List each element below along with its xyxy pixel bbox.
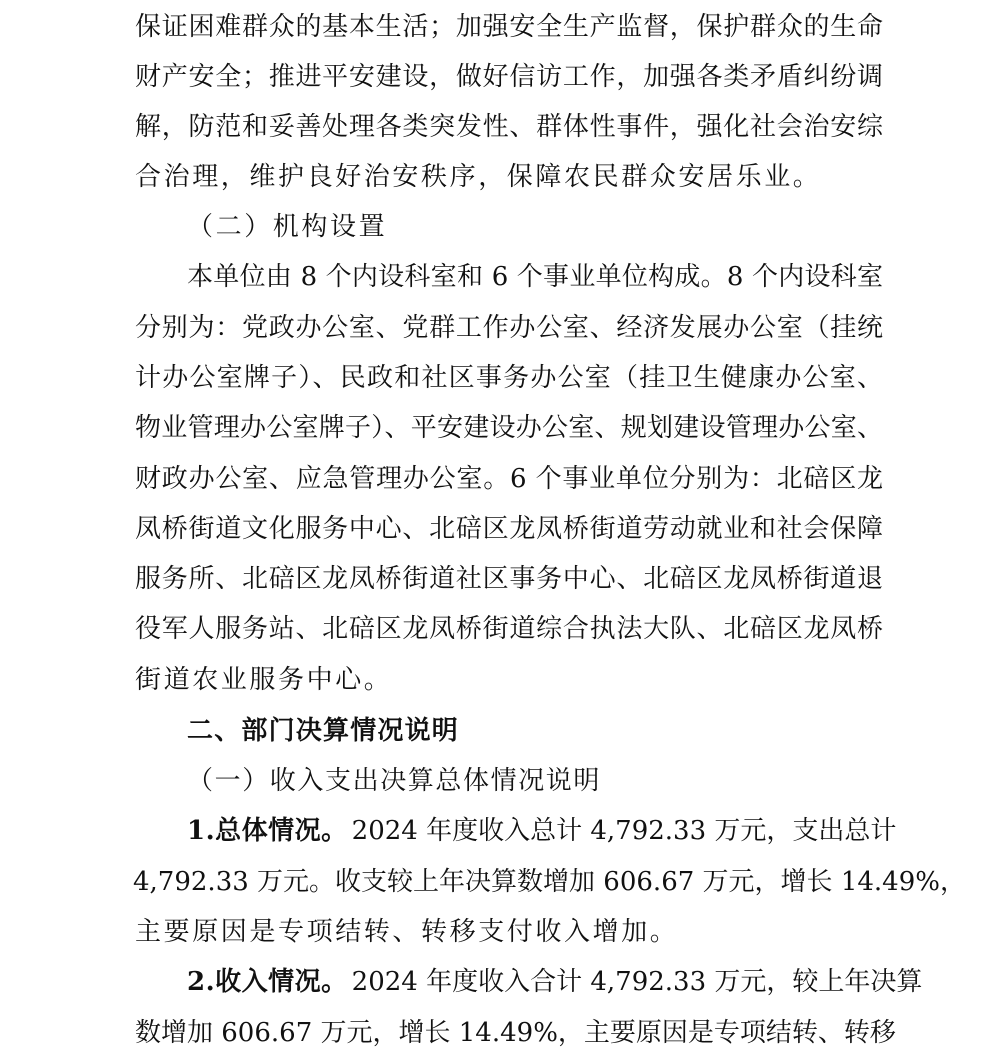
paragraph-line: 分别为：党政办公室、党群工作办公室、经济发展办公室（挂统: [135, 313, 883, 343]
paragraph-line: 财产安全；推进平安建设，做好信访工作，加强各类矛盾纠纷调: [135, 62, 883, 92]
paragraph-line: 解，防范和妥善处理各类突发性、群体性事件，强化社会治安综: [135, 112, 883, 142]
subheading-org: （二）机构设置: [187, 212, 388, 242]
paragraph-line: 街道农业服务中心。: [135, 665, 393, 695]
paragraph-line: 合治理，维护良好治安秩序，保障农民群众安居乐业。: [135, 162, 822, 192]
paragraph-text: 2024 年度收入总计 4,792.33 万元，支出总计: [351, 816, 897, 846]
paragraph-line: [187, 962, 923, 1002]
section-heading: 二、部门决算情况说明: [187, 716, 460, 746]
paragraph-line: 4,792.33 万元。收支较上年决算数增加 606.67 万元，增长 14.49%，: [133, 867, 966, 897]
paragraph-label: 1.总体情况。: [187, 816, 348, 846]
paragraph-line: 本单位由 8 个内设科室和 6 个事业单位构成。8 个内设科室: [187, 262, 883, 292]
paragraph-text: 2024 年度收入合计 4,792.33 万元，较上年决算: [351, 967, 923, 997]
paragraph-line: 数增加 606.67 万元，增长 14.49%，主要原因是专项结转、转移: [135, 1018, 896, 1048]
paragraph-line: 役军人服务站、北碚区龙凤桥街道综合执法大队、北碚区龙凤桥: [135, 614, 883, 644]
paragraph-line: 凤桥街道文化服务中心、北碚区龙凤桥街道劳动就业和社会保障: [135, 514, 883, 544]
subheading-overview: （一）收入支出决算总体情况说明: [187, 766, 602, 796]
paragraph-line: 主要原因是专项结转、转移支付收入增加。: [135, 917, 679, 947]
paragraph-line: [187, 811, 897, 851]
paragraph-label: 2.收入情况。: [187, 967, 348, 997]
paragraph-line: 财政办公室、应急管理办公室。6 个事业单位分别为：北碚区龙: [135, 464, 883, 494]
paragraph-line: 物业管理办公室牌子）、平安建设办公室、规划建设管理办公室、: [135, 413, 883, 443]
paragraph-line: 保证困难群众的基本生活；加强安全生产监督，保护群众的生命: [135, 12, 883, 42]
paragraph-line: 服务所、北碚区龙凤桥街道社区事务中心、北碚区龙凤桥街道退: [135, 564, 883, 594]
paragraph-line: 计办公室牌子）、民政和社区事务办公室（挂卫生健康办公室、: [135, 363, 883, 393]
